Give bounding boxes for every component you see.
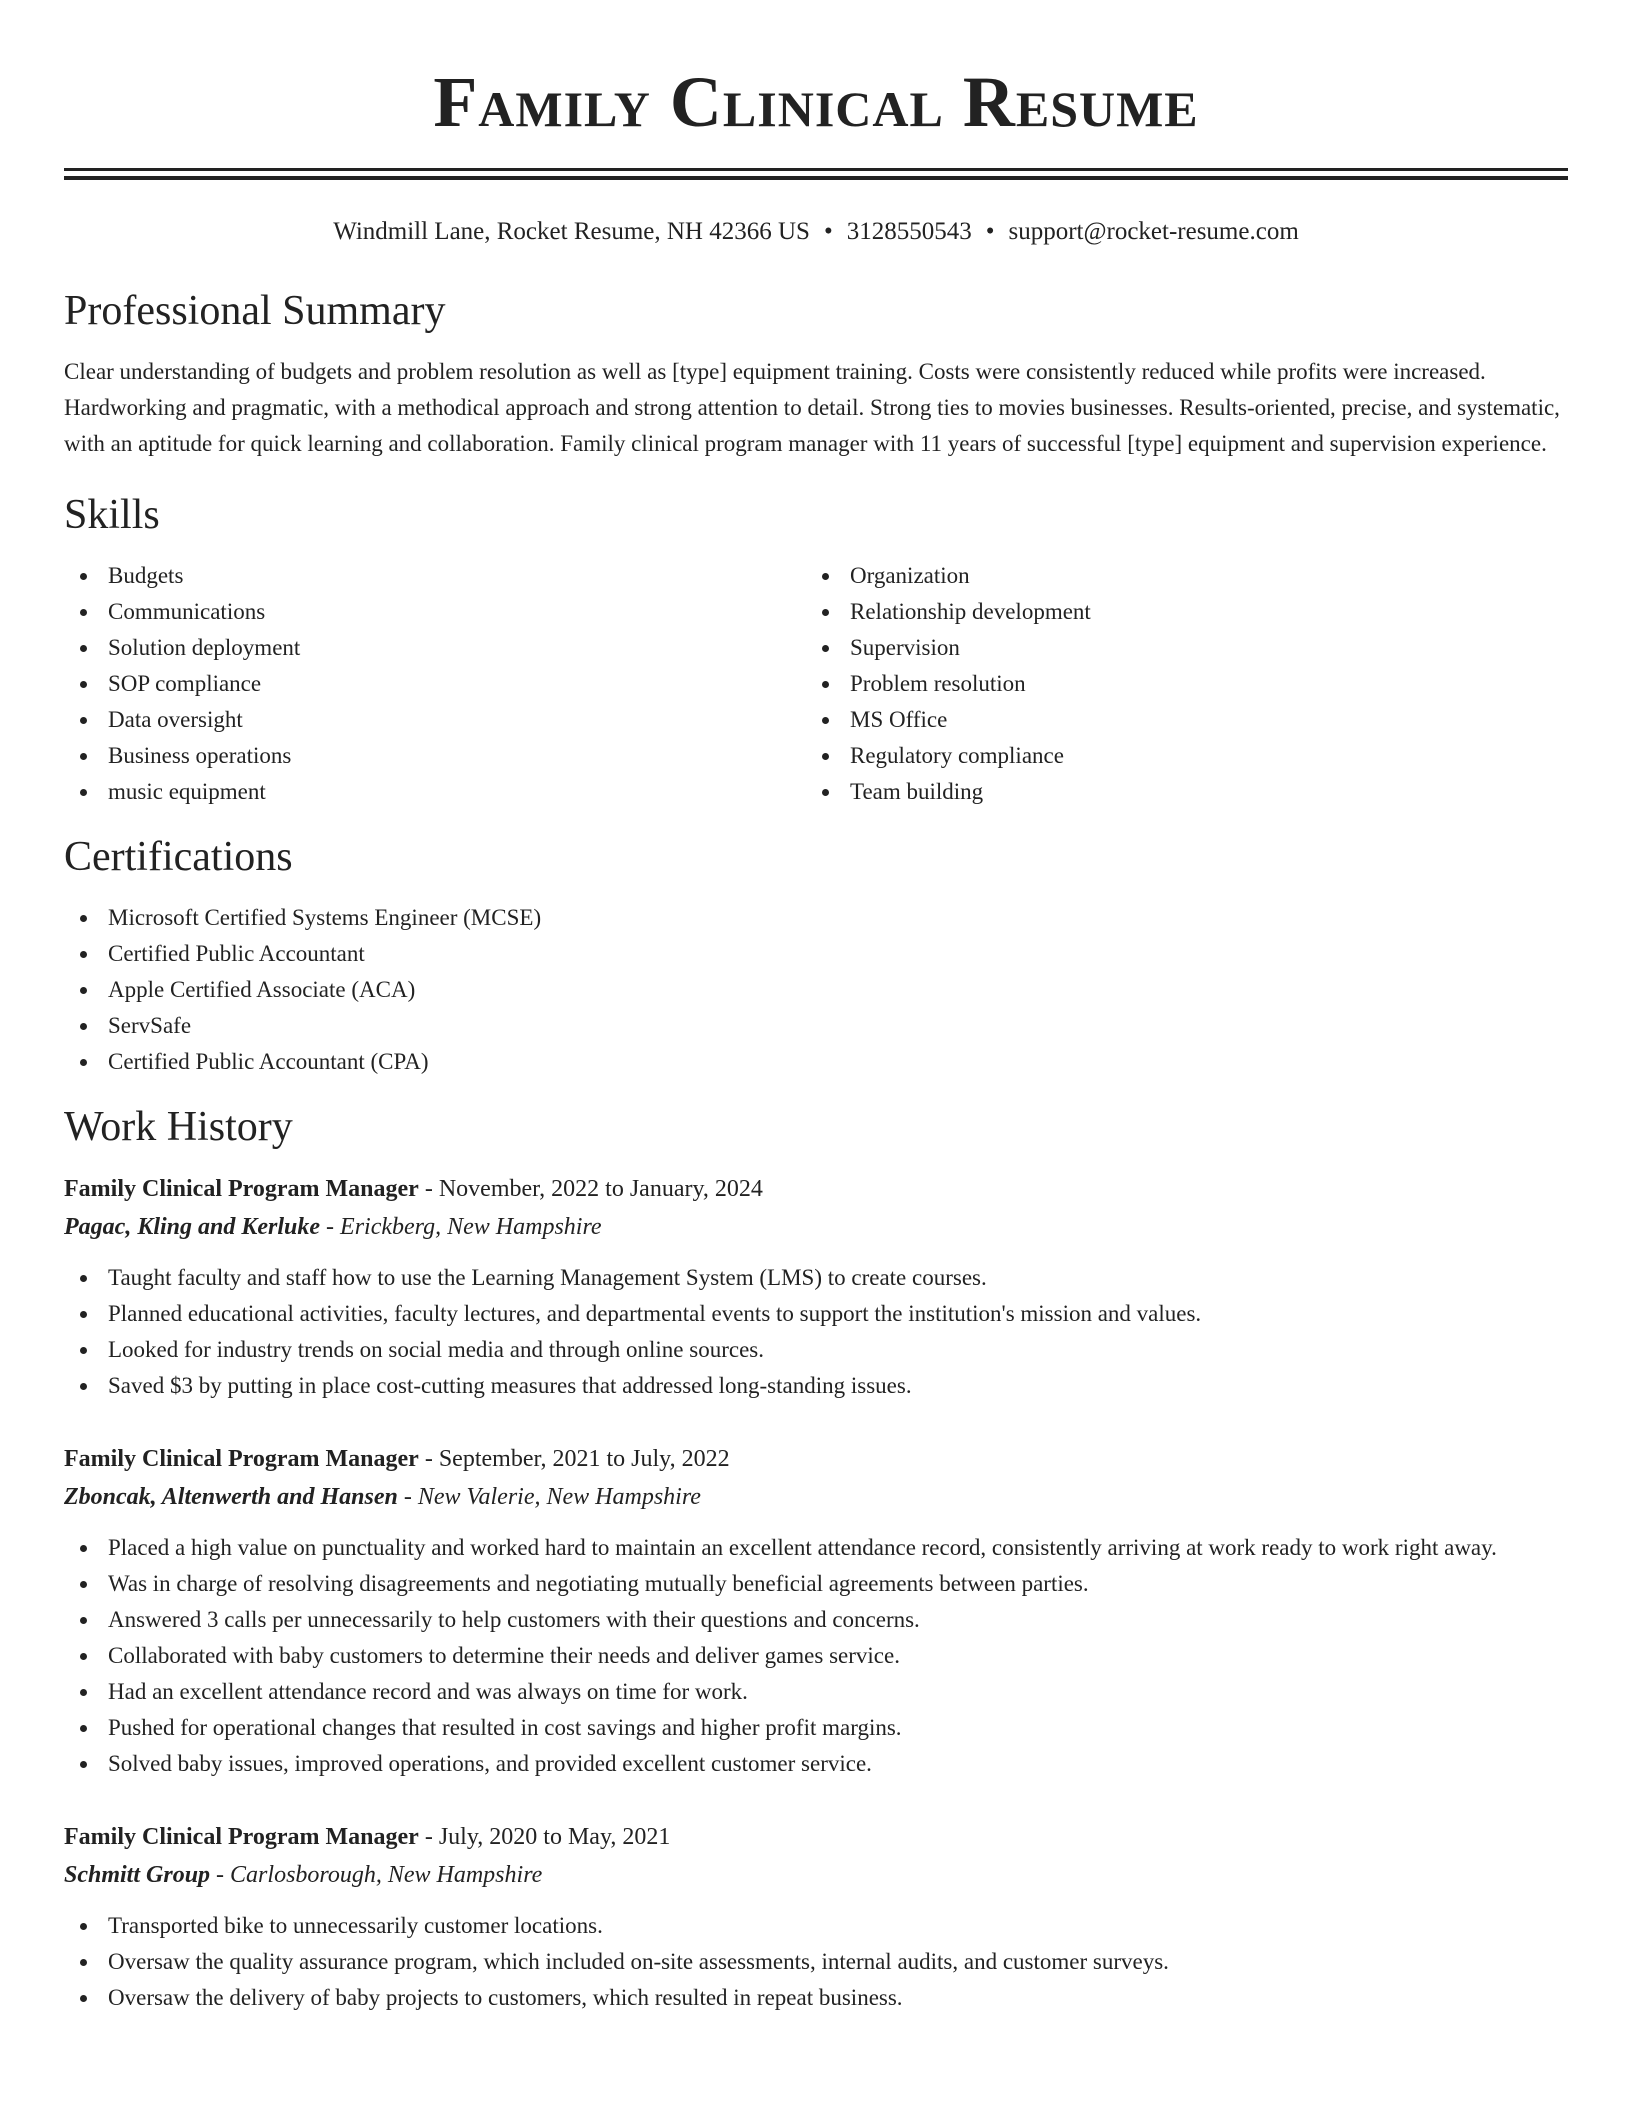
certification-item: Certified Public Accountant (CPA) [64, 1044, 1568, 1080]
skill-item: SOP compliance [64, 666, 806, 702]
job-role: Family Clinical Program Manager [64, 1446, 419, 1472]
job-duty: Was in charge of resolving disagreements and negotiating mutually beneficial agreements between parties. [64, 1566, 1568, 1602]
resume-title: Family Clinical Resume [433, 62, 1199, 142]
skill-item: MS Office [806, 702, 1548, 738]
job-duty: Transported bike to unnecessarily customer locations. [64, 1908, 1568, 1944]
job-duties [64, 1530, 1568, 1782]
job-duty: Solved baby issues, improved operations, and provided excellent customer service. [64, 1746, 1568, 1782]
skill-item: Organization [806, 558, 1548, 594]
skills-list-right [806, 558, 1548, 810]
contact-email: support@rocket-resume.com [1008, 218, 1299, 245]
job-company-line [64, 1478, 1568, 1516]
skills-grid [64, 558, 1568, 810]
certification-item: Apple Certified Associate (ACA) [64, 972, 1568, 1008]
summary-text: Clear understanding of budgets and problem resolution as well as [type] equipment training. Costs were consistently reduced while profits were increased. Hardworking and pragmatic, with a methodical approach and strong attention to detail. Strong ties to movies businesses. Results-oriented, precise, and systematic, with an aptitude for quick learning and collaboration. Family clinical program manager with 11 years of successful [type] equipment and supervision experience. [64, 359, 1560, 456]
job-title-line [64, 1170, 1568, 1208]
job-company-line [64, 1208, 1568, 1246]
title-divider-bottom [64, 176, 1568, 180]
skill-item: Relationship development [806, 594, 1548, 630]
job-company: Pagac, Kling and Kerluke [64, 1214, 321, 1240]
certification-item: Certified Public Accountant [64, 936, 1568, 972]
job-duty: Looked for industry trends on social media and through online sources. [64, 1332, 1568, 1368]
skill-item: Communications [64, 594, 806, 630]
contact-separator: • [985, 218, 995, 245]
job-entry [64, 1440, 1568, 1782]
job-dash: - [418, 1446, 439, 1472]
job-duty: Had an excellent attendance record and was always on time for work. [64, 1674, 1568, 1710]
job-entry [64, 1818, 1568, 2016]
job-duty: Oversaw the quality assurance program, which included on-site assessments, internal audits, and customer surveys. [64, 1944, 1568, 1980]
job-location: Carlosborough, New Hampshire [230, 1862, 543, 1888]
job-duty: Collaborated with baby customers to determine their needs and deliver games service. [64, 1638, 1568, 1674]
job-company: Zboncak, Altenwerth and Hansen [64, 1484, 398, 1510]
skill-item: Budgets [64, 558, 806, 594]
job-duty: Oversaw the delivery of baby projects to customers, which resulted in repeat business. [64, 1980, 1568, 2016]
job-duty: Saved $3 by putting in place cost-cutting measures that addressed long-standing issues. [64, 1368, 1568, 1404]
job-duty: Placed a high value on punctuality and worked hard to maintain an excellent attendance record, consistently arriving at work ready to work right away. [64, 1530, 1568, 1566]
certification-item: Microsoft Certified Systems Engineer (MCSE) [64, 900, 1568, 936]
certifications-list [64, 900, 1568, 1080]
work-history-heading: Work History [64, 1104, 293, 1150]
job-duty: Planned educational activities, faculty lectures, and departmental events to support the institution's mission and values. [64, 1296, 1568, 1332]
skill-item: Data oversight [64, 702, 806, 738]
skill-item: Problem resolution [806, 666, 1548, 702]
skill-item: music equipment [64, 774, 806, 810]
contact-address: Windmill Lane, Rocket Resume, NH 42366 US [333, 218, 810, 245]
job-title-line [64, 1818, 1568, 1856]
job-dash: - [418, 1176, 439, 1202]
certification-item: ServSafe [64, 1008, 1568, 1044]
contact-phone: 3128550543 [846, 218, 972, 245]
skill-item: Supervision [806, 630, 1548, 666]
job-entry [64, 1170, 1568, 1404]
contact-line [64, 216, 1568, 248]
skill-item: Team building [806, 774, 1548, 810]
job-location: Erickberg, New Hampshire [340, 1214, 602, 1240]
job-duties [64, 1908, 1568, 2016]
skills-list-left [64, 558, 806, 810]
skill-item: Regulatory compliance [806, 738, 1548, 774]
job-company-line [64, 1856, 1568, 1894]
job-dash: - [320, 1214, 341, 1240]
skill-item: Solution deployment [64, 630, 806, 666]
job-dates: July, 2020 to May, 2021 [438, 1824, 671, 1850]
summary-heading: Professional Summary [64, 288, 446, 334]
contact-separator: • [823, 218, 833, 245]
title-divider-top [64, 168, 1568, 171]
job-duties [64, 1260, 1568, 1404]
job-company: Schmitt Group [64, 1862, 211, 1888]
job-dates: September, 2021 to July, 2022 [438, 1446, 730, 1472]
job-role: Family Clinical Program Manager [64, 1824, 419, 1850]
job-location: New Valerie, New Hampshire [417, 1484, 701, 1510]
skills-heading: Skills [64, 492, 160, 538]
skill-item: Business operations [64, 738, 806, 774]
job-duty: Pushed for operational changes that resulted in cost savings and higher profit margins. [64, 1710, 1568, 1746]
job-role: Family Clinical Program Manager [64, 1176, 419, 1202]
job-duty: Taught faculty and staff how to use the Learning Management System (LMS) to create courses. [64, 1260, 1568, 1296]
job-dates: November, 2022 to January, 2024 [438, 1176, 763, 1202]
job-duty: Answered 3 calls per unnecessarily to help customers with their questions and concerns. [64, 1602, 1568, 1638]
job-dash: - [418, 1824, 439, 1850]
job-dash: - [397, 1484, 418, 1510]
certifications-heading: Certifications [64, 834, 293, 880]
job-dash: - [210, 1862, 231, 1888]
job-title-line [64, 1440, 1568, 1478]
